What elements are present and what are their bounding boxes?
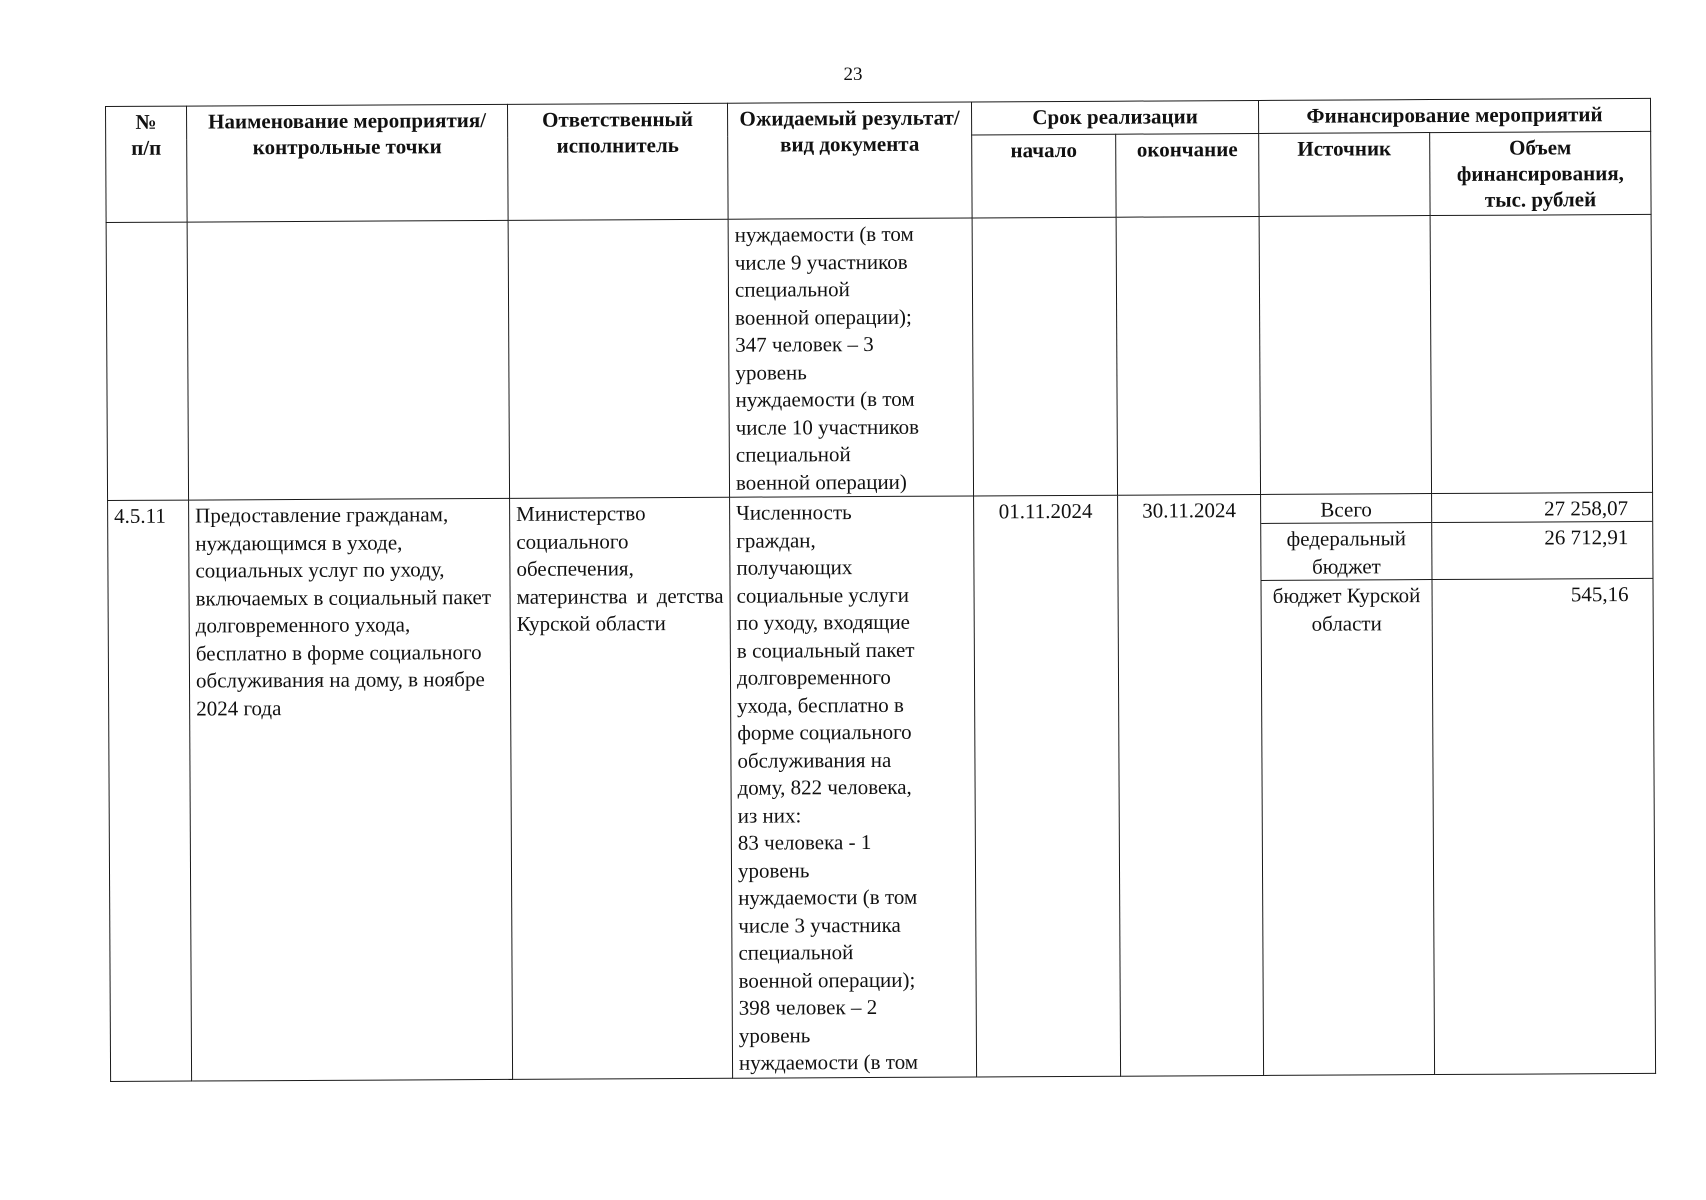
financing-source: федеральный бюджет [1261,523,1431,581]
row-result-line: дому, 822 человека, [737,774,912,800]
cont-result-line: 347 человек – 3 [735,331,874,357]
financing-source: бюджет Курской области [1272,583,1421,636]
header-term: Срок реализации [971,100,1258,135]
row-result-line: 398 человек – 2 [738,994,878,1020]
row-result-line: нуждаемости (в том [738,884,918,910]
row-result-line: по уходу, входящие [736,609,911,635]
cont-responsible-cell [508,219,729,498]
cont-result-line: числе 10 участников [735,414,920,440]
cont-result-line: военной операции) [735,469,907,495]
cont-end-cell [1116,216,1260,495]
row-result-line: в социальный пакет [736,637,915,663]
cont-result-line: уровень [735,359,807,385]
cont-source-cell [1259,216,1431,495]
row-result-line: уровень [738,1022,811,1048]
row-result-line: Численность [736,500,852,525]
cont-name-cell [187,220,509,500]
cont-num-cell [106,222,188,500]
header-term-start: начало [972,134,1116,218]
row-result-line: форме социального [737,719,912,745]
row-end-cell: 30.11.2024 [1118,494,1264,1076]
row-responsible-cell: Министерство социального обеспечения, материнства и детства Курской области [510,497,733,1079]
row-result-line: числе 3 участника [738,912,901,938]
row-result-line: ухода, бесплатно в [737,692,904,718]
row-result-line: 83 человека - 1 [737,829,872,855]
row-result-line: из них: [737,802,802,828]
row-num-cell: 4.5.11 [108,500,192,1081]
header-term-end: окончание [1116,133,1259,217]
cont-result-line: специальной [734,277,850,302]
header-responsible: Ответственный исполнитель [507,103,728,220]
row-result-line: военной операции); [738,967,916,993]
document-sheet [105,98,1655,1090]
row-volume-cell [1432,492,1656,1074]
row-result-line: уровень [737,857,810,883]
row-start-cell: 01.11.2024 [974,495,1121,1077]
row-result-line: граждан, [736,527,816,553]
row-result-line: получающих [736,555,853,580]
financing-amount: 545,16 [1570,582,1629,607]
row-name-cell: Предоставление гражданам, нуждающимся в уходе, социальных услуг по уходу, включаемых в социальный пакет долговременного ухода, бесплатно в форме социального обслуживания на дому, в ноябре 2024 года [189,498,513,1081]
header-financing: Финансирование мероприятий [1258,98,1650,133]
cont-result-line: специальной [735,442,851,467]
cont-start-cell [972,217,1117,496]
action-plan-table [105,98,1656,1082]
row-source-cell [1261,494,1435,1076]
financing-amount: 26 712,91 [1432,522,1652,580]
page-number: 23 [843,64,863,85]
header-name: Наименование мероприятия/контрольные точки [187,104,509,222]
row-result-line: обслуживания на [737,747,892,773]
table-row-continuation [106,214,1652,500]
header-num: № п/п [106,106,188,222]
row-result-line: социальные услуги [736,582,910,608]
cont-volume-cell [1430,214,1652,493]
financing-source: Всего [1261,494,1431,524]
header-source: Источник [1259,133,1430,217]
header-volume: Объем финансирования, тыс. рублей [1430,131,1651,215]
cont-result-line: нуждаемости (в том [734,221,914,247]
row-result-line: нуждаемости (в том [738,1049,919,1075]
cont-result-line: военной операции); [735,304,912,330]
cont-result-line: нуждаемости (в том [735,386,915,412]
table-row [108,492,1656,1081]
header-result: Ожидаемый результат/вид документа [727,102,972,219]
cont-result-cell [728,218,973,497]
cont-result-line: числе 9 участников [734,249,908,275]
row-result-cell [730,496,977,1078]
row-result-line: долговременного [736,664,891,690]
row-result-line: специальной [738,940,854,965]
financing-amount: 27 258,07 [1432,493,1652,523]
